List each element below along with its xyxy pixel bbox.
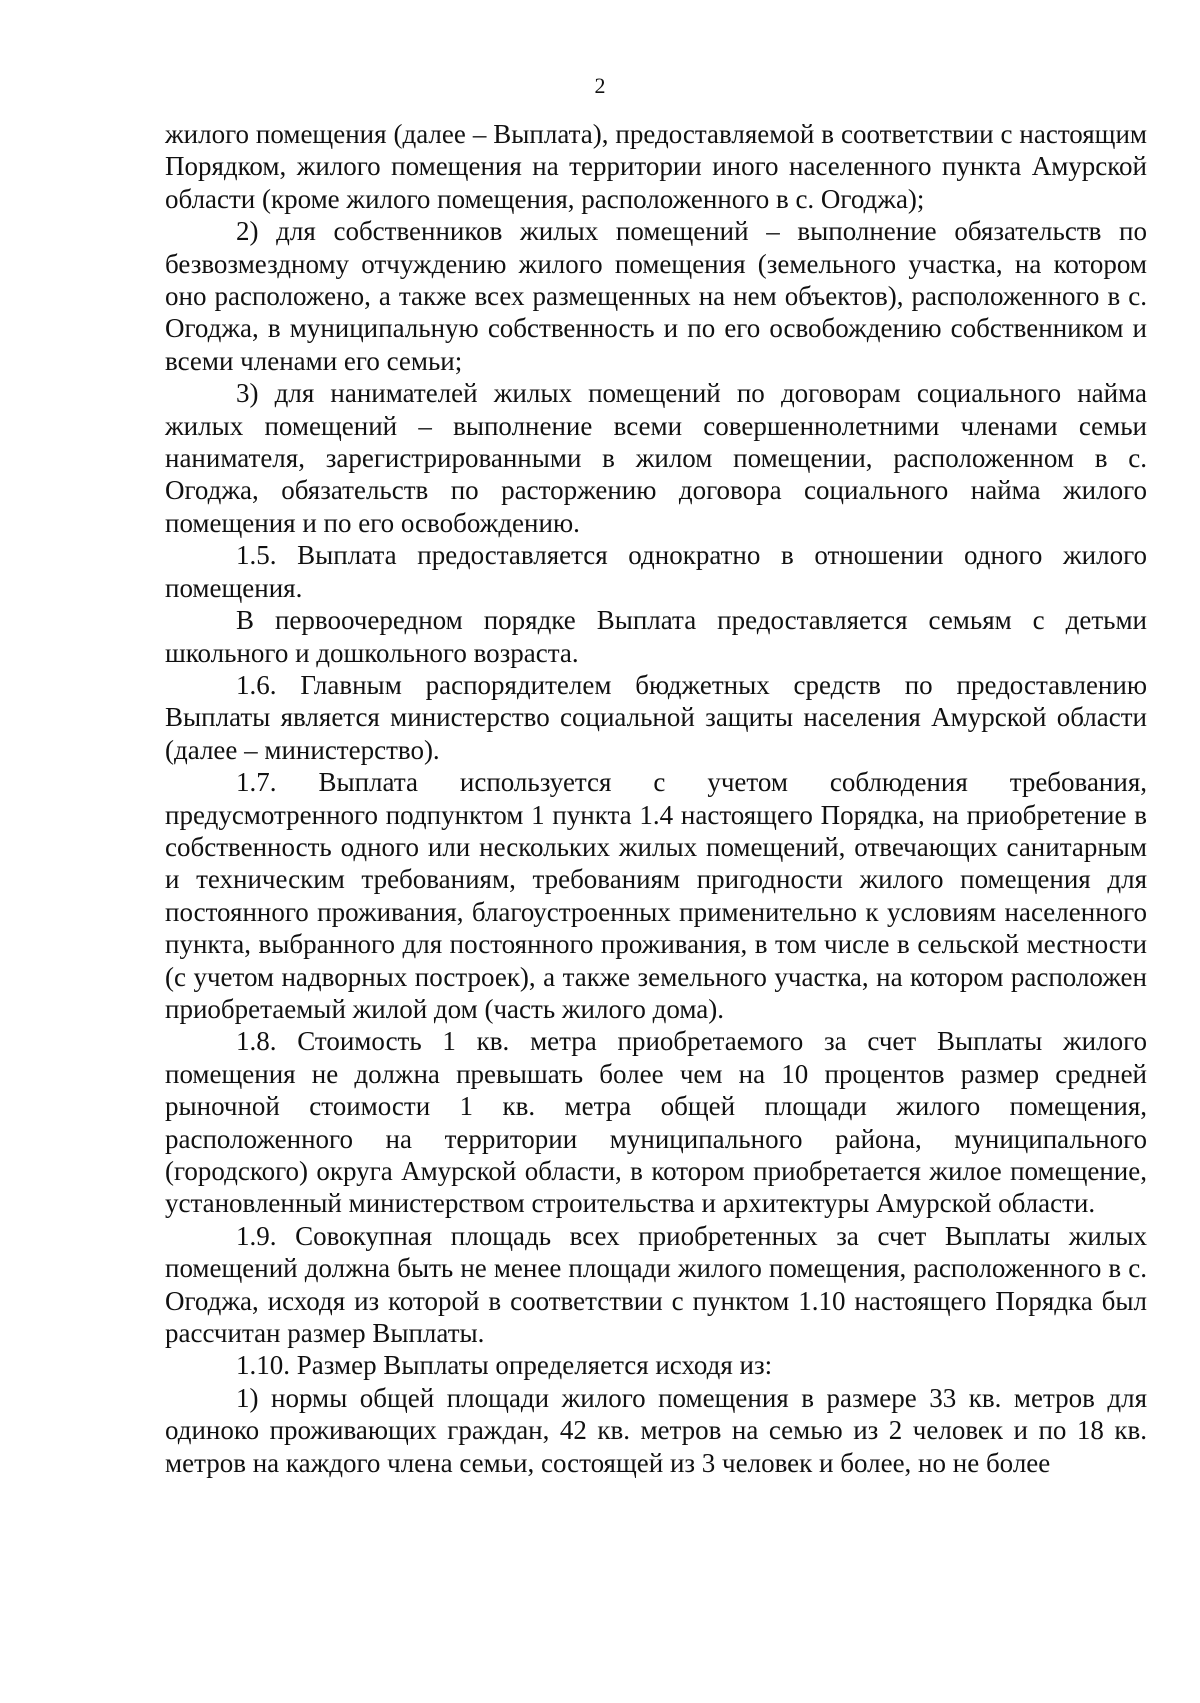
- paragraph-1-10: 1.10. Размер Выплаты определяется исходя из:: [236, 1350, 773, 1381]
- paragraph-1-7: 1.7. Выплата используется с учетом соблюдения требования, предусмотренного подпунктом 1 пункта 1.4 настоящего Порядка, на приобретение в собственность одного или нескольких жилых помещений, отвечающих санитарным и техническим требованиям, требованиям пригодности жилого помещения для постоянного проживания, благоустроенных применительно к условиям населенного пункта, выбранного для постоянного проживания, в том числе в сельской местности (с учетом надворных построек), а также земельного участка, на котором расположен приобретаемый жилой дом (часть жилого дома).: [165, 767, 1147, 1024]
- paragraph-continuation: жилого помещения (далее – Выплата), предоставляемой в соответствии с настоящим Порядком, жилого помещения на территории иного населенного пункта Амурской области (кроме жилого помещения, расположенного в с. Огоджа);: [165, 119, 1147, 214]
- paragraph-item-2: 2) для собственников жилых помещений – выполнение обязательств по безвозмездному отчуждению жилого помещения (земельного участка, на котором оно расположено, а также всех размещенных на нем объектов), расположенного в с. Огоджа, в муниципальную собственность и по его освобождению собственником и всеми членами его семьи;: [165, 216, 1147, 376]
- paragraph-1-5: 1.5. Выплата предоставляется однократно в отношении одного жилого помещения.: [165, 540, 1147, 603]
- paragraph-priority: В первоочередном порядке Выплата предоставляется семьям с детьми школьного и дошкольного возраста.: [165, 605, 1147, 668]
- paragraph-1-8: 1.8. Стоимость 1 кв. метра приобретаемого за счет Выплаты жилого помещения не должна превышать более чем на 10 процентов размер средней рыночной стоимости 1 кв. метра общей площади жилого помещения, расположенного на территории муниципального района, муниципального (городского) округа Амурской области, в котором приобретается жилое помещение, установленный министерством строительства и архитектуры Амурской области.: [165, 1026, 1147, 1219]
- paragraph-1-10-item-1: 1) нормы общей площади жилого помещения в размере 33 кв. метров для одиноко проживающих граждан, 42 кв. метров на семью из 2 человек и по 18 кв. метров на каждого члена семьи, состоящей из 3 человек и более, но не более: [165, 1382, 1147, 1478]
- document-body: [165, 118, 1147, 1479]
- page-number: 2: [594, 73, 606, 98]
- paragraph-1-6: 1.6. Главным распорядителем бюджетных средств по предоставлению Выплаты является министерство социальной защиты населения Амурской области (далее – министерство).: [165, 669, 1147, 765]
- paragraph-1-9: 1.9. Совокупная площадь всех приобретенных за счет Выплаты жилых помещений должна быть не менее площади жилого помещения, расположенного в с. Огоджа, исходя из которой в соответствии с пунктом 1.10 настоящего Порядка был рассчитан размер Выплаты.: [165, 1220, 1147, 1349]
- paragraph-item-3: 3) для нанимателей жилых помещений по договорам социального найма жилых помещений – выполнение всеми совершеннолетними членами семьи нанимателя, зарегистрированными в жилом помещении, расположенном в с. Огоджа, обязательств по расторжению договора социального найма жилого помещения и по его освобождению.: [165, 378, 1147, 538]
